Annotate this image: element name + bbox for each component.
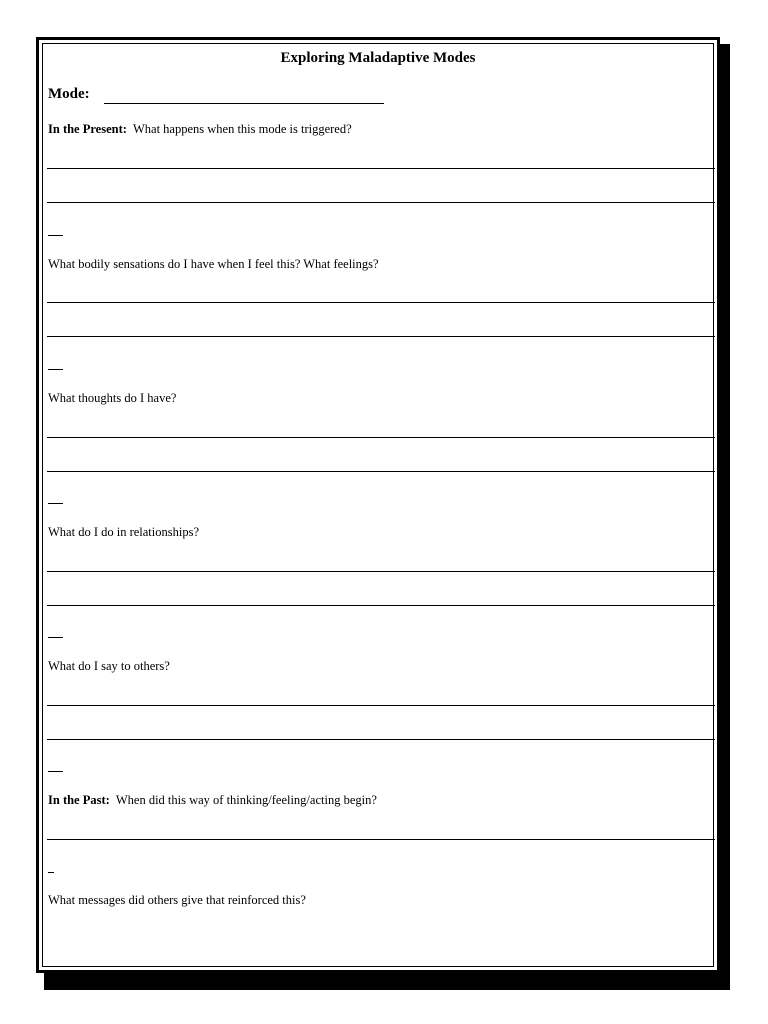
page-inner-border [42,43,714,967]
question-thoughts: What thoughts do I have? [48,391,177,405]
answer-line[interactable] [47,839,715,840]
question-bodily-sensations: What bodily sensations do I have when I feel this? What feelings? [48,257,379,271]
mode-answer-line[interactable] [104,103,384,104]
present-heading: In the Present: [48,122,127,136]
answer-line-end [48,637,63,638]
question-relationships: What do I do in relationships? [48,525,200,539]
answer-line[interactable] [47,202,715,203]
question-text: What happens when this mode is triggered? [132,122,352,136]
answer-line-end [48,235,63,236]
answer-line[interactable] [47,437,715,438]
question-present-triggered [48,122,352,137]
mode-label: Mode: [48,86,90,102]
answer-line[interactable] [47,302,715,303]
answer-line[interactable] [47,471,715,472]
worksheet-title: Exploring Maladaptive Modes [280,50,476,66]
answer-line[interactable] [47,705,715,706]
question-say-to-others: What do I say to others? [48,659,170,673]
question-messages: What messages did others give that reinforced this? [48,893,306,907]
question-past-begin [48,793,377,808]
answer-line[interactable] [47,605,715,606]
answer-line[interactable] [47,571,715,572]
answer-line[interactable] [47,336,715,337]
question-text: When did this way of thinking/feeling/acting begin? [115,793,377,807]
answer-line[interactable] [47,168,715,169]
past-heading: In the Past: [48,793,110,807]
answer-line-end [48,503,63,504]
answer-line-end [48,369,63,370]
answer-line-end [48,771,63,772]
answer-line-end [48,872,54,873]
worksheet-page [36,37,720,973]
answer-line[interactable] [47,739,715,740]
